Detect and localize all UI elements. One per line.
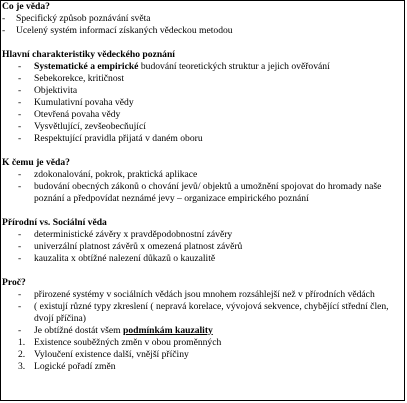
list-item-text: budování obecných zákonů o chování jevů/ objektů a umožnění spojovat do hromady naše poznání a předpovídat neznámé jevy – organizace empirického poznání — [34, 181, 382, 204]
list-item — [2, 241, 404, 253]
emphasis-underlined-text: podmínkám kauzality — [123, 324, 213, 336]
list-marker: - — [18, 109, 22, 120]
list-item — [2, 229, 404, 241]
list-marker: - — [18, 288, 22, 300]
list-item-lead: Je obtížné dostát všem — [34, 324, 123, 336]
list-item-text: Vyloučení existence další, vnější příčiny — [34, 348, 189, 360]
list-marker: - — [18, 169, 22, 180]
list-marker: - — [18, 324, 22, 336]
list-marker: - — [18, 252, 22, 264]
list-item — [2, 289, 404, 301]
list-item-text: kauzalita x obtížné nalezení důkazů o kauzalitě — [34, 252, 216, 264]
section-title-prirodni-vs-socialni: Přírodní vs. Sociální věda — [2, 216, 107, 228]
list-item — [2, 109, 404, 121]
document-body — [2, 1, 404, 373]
list-item-text — [34, 325, 404, 337]
list-marker: - — [18, 121, 22, 132]
numbered-item — [2, 349, 404, 361]
list-item-text: Sebekorekce, kritičnost — [34, 73, 125, 84]
list-item — [2, 253, 404, 265]
numbered-item — [2, 361, 404, 373]
list-item — [2, 73, 404, 85]
list-item-text: Objektivita — [34, 85, 78, 96]
list-item — [2, 25, 404, 37]
list-item — [2, 97, 404, 109]
emphasis-text: Systematické a empirické — [34, 61, 139, 72]
numbered-item — [2, 337, 404, 349]
list-marker: - — [18, 300, 22, 312]
list-item-rest: budování teoretických struktur a jejich ověřování — [138, 61, 330, 72]
list-item — [2, 301, 404, 325]
list-item-text: Ucelený systém informací získaných vědeckou metodou — [16, 25, 233, 36]
list-item-text: Kumulativní povaha vědy — [34, 97, 134, 108]
list-marker: - — [18, 133, 22, 144]
list-marker: - — [18, 85, 22, 96]
list-item — [2, 85, 404, 97]
list-item-text: Specifický způsob poznávání světa — [16, 13, 151, 24]
list-marker: - — [18, 181, 22, 192]
list-item-text — [34, 61, 404, 73]
list-marker: - — [2, 13, 6, 24]
list-item — [2, 13, 404, 25]
section-title-co-je-veda: Co je věda? — [2, 1, 50, 12]
list-marker: - — [18, 73, 22, 84]
list-item-text: univerzální platnost závěrů x omezená platnost závěrů — [34, 240, 243, 252]
list-item-text: Logické pořadí změn — [34, 360, 116, 372]
list-item-text: Existence souběžných změn v obou proměnných — [34, 336, 222, 348]
list-item-text: zdokonalování, pokrok, praktická aplikace — [34, 169, 198, 180]
section-title-hlavni-charakteristiky: Hlavní charakteristiky vědeckého poznání — [2, 49, 175, 60]
list-number: 2. — [18, 348, 26, 360]
list-marker: - — [18, 228, 22, 240]
list-item — [2, 325, 404, 337]
list-item — [2, 169, 404, 181]
section-title-proc: Proč? — [2, 276, 26, 288]
list-item — [2, 121, 404, 133]
list-marker: - — [18, 61, 22, 72]
list-marker: - — [18, 97, 22, 108]
list-marker: - — [18, 240, 22, 252]
list-item — [2, 181, 404, 205]
list-number: 3. — [18, 360, 26, 372]
list-item-text: Otevřená povaha vědy — [34, 109, 121, 120]
list-item — [2, 133, 404, 145]
list-item-text: Vysvětlující, zevšeobecňující — [34, 121, 146, 132]
section-title-k-cemu-je-veda: K čemu je věda? — [2, 157, 70, 168]
list-item-text: deterministické závěry x pravděpodobnostní závěry — [34, 228, 233, 240]
list-item — [2, 61, 404, 73]
list-marker: - — [2, 25, 6, 36]
list-item-text: přirozené systémy v sociálních vědách jsou mnohem rozsáhlejší než v přírodních vědách — [34, 288, 375, 300]
list-item-text: Respektující pravidla přijatá v daném oboru — [34, 133, 203, 144]
list-number: 1. — [18, 336, 26, 348]
list-item-text: ( existují různé typy zkreslení ( nepravá korelace, vývojová sekvence, chybějící střední člen, dvojí příčina) — [34, 300, 389, 324]
